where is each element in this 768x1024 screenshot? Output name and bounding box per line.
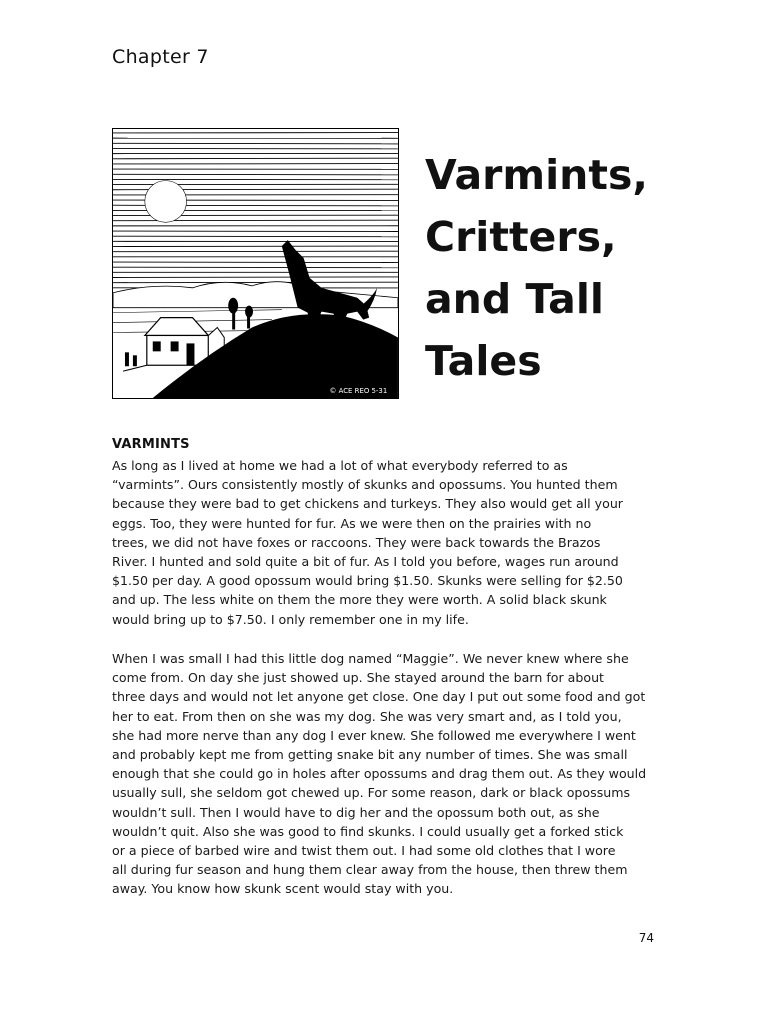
text-line: and probably kept me from getting snake bit any number of times. She was small bbox=[112, 747, 628, 763]
text-line: three days and would not let anyone get close. One day I put out some food and got bbox=[112, 689, 646, 705]
text-line: eggs. Too, they were hunted for fur. As we were then on the prairies with no bbox=[112, 515, 592, 531]
text-line: because they were bad to get chickens and turkeys. They also would get all your bbox=[112, 496, 623, 512]
illustration-signature: © ACE REO 5-31 bbox=[329, 387, 388, 396]
chapter-title bbox=[425, 144, 725, 392]
sky-hatch-line bbox=[113, 174, 398, 175]
sky-hatch-line bbox=[113, 143, 398, 144]
text-line: away. You know how skunk scent would stay with you. bbox=[112, 881, 454, 897]
text-line: come from. On day she just showed up. She stayed around the barn for about bbox=[112, 670, 604, 686]
sky-hatch-line bbox=[113, 251, 398, 252]
text-line: enough that she could go in holes after opossums and drag them out. As they would bbox=[112, 766, 647, 782]
paragraph-1 bbox=[112, 456, 672, 629]
text-line: usually sull, she seldom got chewed up. For some reason, dark or black opossums bbox=[112, 785, 631, 801]
title-line: Critters, bbox=[425, 213, 617, 261]
text-line: “varmints”. Ours consistently mostly of skunks and opossums. You hunted them bbox=[112, 477, 618, 493]
text-line: wouldn’t quit. Also she was good to find skunks. I could usually get a forked stick bbox=[112, 823, 624, 839]
moon-icon bbox=[145, 181, 187, 223]
text-line: wouldn’t sull. Then I would have to dig her and the opossum both out, as she bbox=[112, 804, 600, 820]
sky-hatch-line bbox=[113, 236, 398, 237]
title-line: Varmints, bbox=[425, 151, 648, 199]
text-line: all during fur season and hung them clear away from the house, then threw them bbox=[112, 862, 628, 878]
coyote-illustration bbox=[112, 128, 399, 399]
sky-hatch-line bbox=[113, 158, 398, 159]
section-heading: VARMINTS bbox=[112, 437, 190, 452]
sky-hatch-line bbox=[113, 220, 398, 221]
text-line: and up. The less white on them the more they were worth. A solid black skunk bbox=[112, 592, 607, 608]
text-line: As long as I lived at home we had a lot of what everybody referred to as bbox=[112, 458, 568, 473]
text-line: River. I hunted and sold quite a bit of fur. As I told you before, wages run around bbox=[112, 554, 619, 570]
sky-hatch-line bbox=[113, 277, 398, 278]
title-line: and Tall bbox=[425, 275, 604, 323]
paragraph-2 bbox=[112, 649, 672, 899]
text-line: she had more nerve than any dog I ever knew. She followed me everywhere I went bbox=[112, 727, 636, 743]
chapter-label: Chapter 7 bbox=[112, 46, 209, 68]
text-line: would bring up to $7.50. I only remember one in my life. bbox=[112, 611, 469, 627]
coyote-howling-icon bbox=[113, 129, 398, 398]
text-line: When I was small I had this little dog named “Maggie”. We never knew where she bbox=[112, 651, 629, 666]
text-line: or a piece of barbed wire and twist them out. I had some old clothes that I wore bbox=[112, 843, 616, 859]
title-line: Tales bbox=[425, 337, 542, 385]
text-line: trees, we did not have foxes or raccoons. They were back towards the Brazos bbox=[112, 534, 601, 550]
sky-hatch-line bbox=[113, 262, 398, 263]
text-line: $1.50 per day. A good opossum would bring $1.50. Skunks were selling for $2.50 bbox=[112, 573, 623, 589]
page-number: 74 bbox=[638, 931, 654, 945]
text-line: her to eat. From then on she was my dog. She was very smart and, as I told you, bbox=[112, 708, 622, 724]
